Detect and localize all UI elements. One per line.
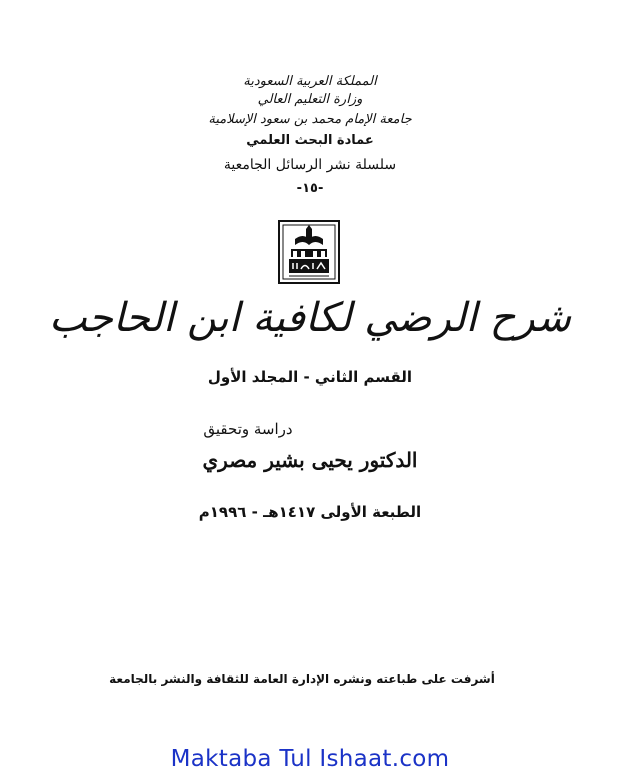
edition-info: الطبعة الأولى ١٤١٧هـ - ١٩٩٦م [198, 503, 422, 521]
kingdom-name: المملكة العربية السعودية [243, 74, 377, 89]
series-number: -١٥- [296, 181, 324, 196]
author-name: الدكتور يحيى بشير مصري [202, 448, 418, 472]
volume-part: القسم الثاني - المجلد الأول [207, 368, 413, 386]
university-name: جامعة الإمام محمد بن سعود الإسلامية [208, 112, 412, 127]
deanship-name: عمادة البحث العلمي [246, 133, 374, 148]
publisher-note: أشرفت على طباعته ونشره الإدارة العامة للثقافة والنشر بالجامعة [109, 672, 495, 686]
ministry-name: وزارة التعليم العالي [257, 92, 363, 107]
series-name: سلسلة نشر الرسائل الجامعية [223, 157, 397, 173]
watermark-text: Maktaba Tul Ishaat.com [170, 746, 450, 772]
book-title: شرح الرضي لكافية ابن الحاجب [48, 295, 572, 341]
study-label: دراسة وتحقيق [203, 420, 293, 438]
university-emblem-icon [277, 219, 341, 285]
